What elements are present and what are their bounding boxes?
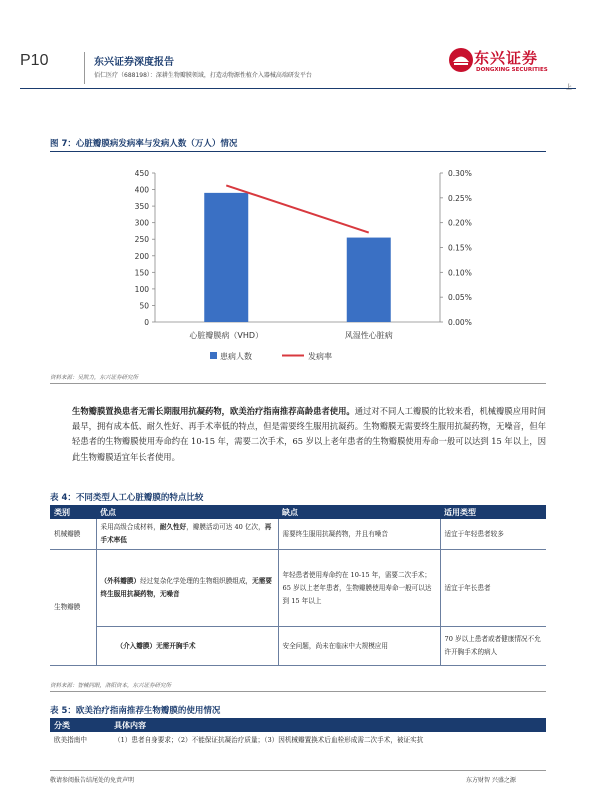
figure-top-rule bbox=[50, 151, 546, 152]
suitable-cell: 适宜于年轻患者较多 bbox=[440, 519, 546, 550]
legend-label: 患病人数 bbox=[220, 352, 252, 361]
page-number: P10 bbox=[20, 52, 49, 69]
figure-bottom-rule bbox=[50, 383, 546, 384]
figure-source: 资料来源：吴凯力，东兴证券研究所 bbox=[50, 375, 139, 381]
table-row bbox=[50, 732, 546, 749]
guideline-table bbox=[50, 718, 546, 749]
header-rule bbox=[20, 88, 576, 89]
logo-text-en: DONGXING SECURITIES bbox=[476, 67, 548, 73]
table4-header: 类别 bbox=[50, 505, 96, 519]
content-cell: （1）患者自身要求；（2）不能保证抗凝治疗质量；（3）因机械瓣置换术后血栓形成需二次手术，被证实抗 bbox=[114, 736, 424, 744]
cell-text: 采用高级合成材料， bbox=[100, 523, 160, 531]
y-right-tick-label: 0.20% bbox=[448, 218, 472, 228]
bar bbox=[204, 193, 248, 322]
y-right-tick-label: 0.25% bbox=[448, 193, 472, 203]
category-cell: 机械瓣膜 bbox=[50, 519, 96, 550]
table-row bbox=[50, 550, 546, 627]
y-left-tick-label: 150 bbox=[134, 268, 149, 278]
y-right-tick-label: 0.10% bbox=[448, 268, 472, 278]
y-left-tick-label: 250 bbox=[134, 235, 149, 245]
footer-rule bbox=[50, 770, 546, 771]
category-cell: 欧美指南中 bbox=[54, 736, 87, 744]
table4-title: 表 4：不同类型人工心脏瓣膜的特点比较 bbox=[50, 493, 204, 503]
cell-bold: （外科瓣膜） bbox=[100, 577, 141, 585]
table4-header: 缺点 bbox=[278, 505, 440, 519]
cell-bold: 耐久性好 bbox=[159, 523, 187, 531]
valve-comparison-table bbox=[50, 505, 546, 666]
suitable-cell: 70 岁以上患者或者健康情况不允许开胸手术的病人 bbox=[440, 627, 546, 666]
header-divider bbox=[84, 52, 85, 84]
bar bbox=[347, 238, 391, 322]
table5-header: 具体内容 bbox=[110, 718, 546, 732]
footer-slogan: 东方财智 兴盛之源 bbox=[466, 777, 516, 784]
footer-disclaimer: 敬请参阅报告结尾处的免责声明 bbox=[50, 777, 135, 784]
legend-swatch bbox=[210, 352, 217, 359]
table-row bbox=[50, 519, 546, 550]
y-left-tick-label: 200 bbox=[134, 251, 149, 261]
y-left-tick-label: 350 bbox=[134, 202, 149, 212]
y-right-tick-label: 0.05% bbox=[448, 293, 472, 303]
cell-text: ，瓣膜活动可达 40 亿次， bbox=[186, 523, 265, 531]
table4-header: 优点 bbox=[96, 505, 278, 519]
disadvantage-cell: 需要终生服用抗凝药物，并且有噪音 bbox=[278, 519, 440, 550]
cell-bold: 无需开胸手术 bbox=[156, 641, 196, 650]
table4-bottom-rule bbox=[50, 691, 546, 692]
category-cell: 生物瓣膜 bbox=[50, 550, 96, 666]
paragraph-lead: 生物瓣膜置换患者无需长期服用抗凝药物，欧美治疗指南推荐高龄患者使用。 bbox=[72, 406, 355, 416]
paragraph-text: 通过对不同人工瓣膜的比较来看，机械瓣膜应用时间最早，拥有成本低、耐久性好、再手术率低的特点，但是需要终生服用抗凝药。生物瓣膜无需要终生服用抗凝药物，无噪音，但年轻患者的生物瓣膜使用寿命约在 10-15 年，需要二次手术，65 岁以上老年患者的生物瓣膜使用寿命一般可以达到 15 年以上，因此生物瓣膜适宜年长者使用。 bbox=[72, 406, 546, 462]
table5-title: 表 5：欧美治疗指南推荐生物瓣膜的使用情况 bbox=[50, 706, 221, 716]
y-right-tick-label: 0.15% bbox=[448, 243, 472, 253]
y-left-tick-label: 400 bbox=[134, 185, 149, 195]
table4-header: 适用类型 bbox=[440, 505, 546, 519]
advantage-cell bbox=[96, 550, 278, 627]
table-row bbox=[50, 627, 546, 666]
legend-label: 发病率 bbox=[308, 352, 332, 361]
body-paragraph bbox=[72, 404, 546, 465]
table5-header: 分类 bbox=[50, 718, 110, 732]
y-left-tick-label: 0 bbox=[144, 318, 149, 327]
table4-source: 资料来源：智械同眼，洛阳资本，东兴证券研究所 bbox=[50, 683, 172, 689]
logo-text-cn: 东兴证券 bbox=[474, 49, 539, 67]
header-mark: 上 bbox=[566, 84, 573, 91]
logo-emblem-icon bbox=[448, 47, 474, 73]
advantage-cell bbox=[96, 627, 278, 666]
table5-header-row bbox=[50, 718, 546, 732]
x-tick-label: 心脏瓣膜病（VHD） bbox=[189, 331, 264, 340]
advantage-cell bbox=[96, 519, 278, 550]
report-title: 东兴证券深度报告 bbox=[94, 57, 174, 68]
y-right-tick-label: 0.30% bbox=[448, 169, 472, 178]
cell-bold: 无需要终生服用抗凝药物，无噪音 bbox=[100, 577, 272, 598]
cell-bold: （介入瓣膜） bbox=[116, 641, 157, 650]
cell-bold: 再手术率低 bbox=[100, 523, 272, 544]
y-left-tick-label: 450 bbox=[134, 169, 149, 178]
incidence-chart bbox=[50, 155, 546, 373]
dongxing-logo bbox=[448, 47, 568, 81]
report-subtitle: 佰仁医疗（688198）：深耕生物瓣膜领域，打造动物源性植介入器械高端研发平台 bbox=[94, 72, 312, 79]
disadvantage-cell: 安全问题，尚未在临床中大规模应用 bbox=[278, 627, 440, 666]
disadvantage-cell: 年轻患者使用寿命约在 10-15 年，需要二次手术；65 岁以上老年患者，生物瓣膜使用寿命一般可以达到 15 年以上 bbox=[278, 550, 440, 627]
y-left-tick-label: 300 bbox=[134, 218, 149, 228]
suitable-cell: 适宜于年长患者 bbox=[440, 550, 546, 627]
figure-title: 图 7：心脏瓣膜病发病率与发病人数（万人）情况 bbox=[50, 139, 238, 149]
y-right-tick-label: 0.00% bbox=[448, 318, 472, 327]
y-left-tick-label: 50 bbox=[139, 301, 149, 311]
table4-header-row bbox=[50, 505, 546, 519]
y-left-tick-label: 100 bbox=[134, 284, 149, 294]
cell-text: 经过复杂化学处理的生物组织膜组成， bbox=[140, 577, 253, 585]
x-tick-label: 风湿性心脏病 bbox=[344, 331, 393, 340]
